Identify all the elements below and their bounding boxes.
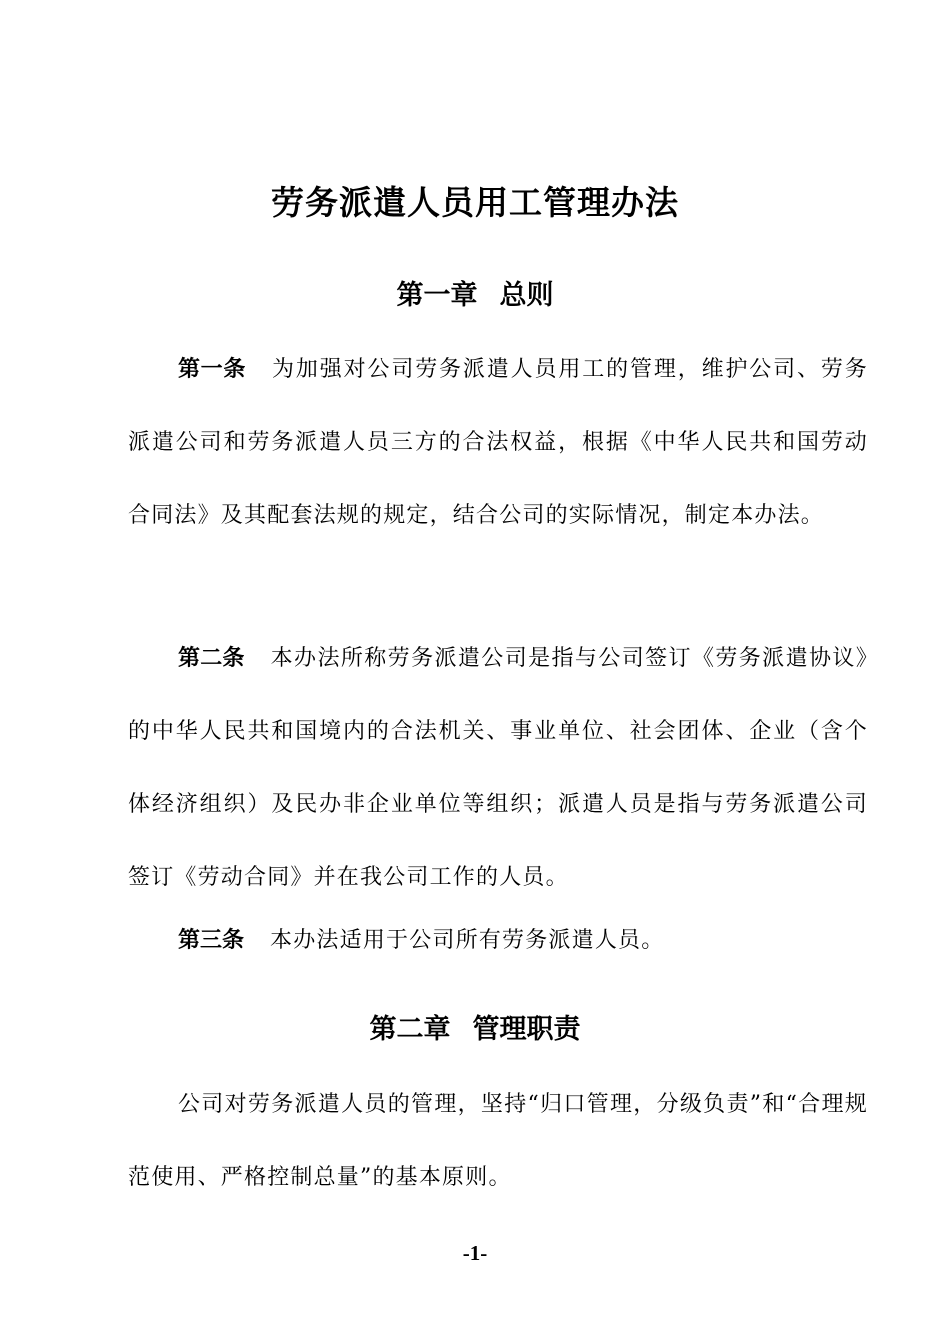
article-3 <box>128 904 868 977</box>
chapter-1-number: 第一章 <box>396 280 478 311</box>
chapter-1-heading <box>0 276 950 316</box>
article-2-label: 第二条 <box>178 646 245 671</box>
page-number: -1- <box>462 1241 488 1265</box>
article-2-text: 本办法所称劳务派遣公司是指与公司签订《劳务派遣协议》的中华人民共和国境内的合法机关、事业单位、社会团体、企业（含个体经济组织）及民办非企业单位等组织；派遣人员是指与劳务派遣公司签订《劳动合同》并在我公司工作的人员。 <box>128 646 868 890</box>
article-1-label: 第一条 <box>178 357 246 382</box>
chapter-2-title: 管理职责 <box>472 1014 581 1045</box>
article-2 <box>128 622 868 914</box>
article-1-text: 为加强对公司劳务派遣人员用工的管理，维护公司、劳务派遣公司和劳务派遣人员三方的合法权益，根据《中华人民共和国劳动合同法》及其配套法规的规定，结合公司的实际情况，制定本办法。 <box>128 357 868 528</box>
chapter-1-title: 总则 <box>499 280 554 311</box>
chapter-2-heading <box>0 1010 950 1050</box>
document-title: 劳务派遣人员用工管理办法 <box>271 183 679 222</box>
article-1 <box>128 333 868 552</box>
article-3-text: 本办法适用于公司所有劳务派遣人员。 <box>270 928 665 953</box>
chapter-2-intro: 公司对劳务派遣人员的管理，坚持“归口管理，分级负责”和“合理规范使用、严格控制总量”的基本原则。 <box>128 1092 868 1190</box>
article-3-label: 第三条 <box>178 928 245 953</box>
chapter-2-number: 第二章 <box>369 1014 451 1045</box>
